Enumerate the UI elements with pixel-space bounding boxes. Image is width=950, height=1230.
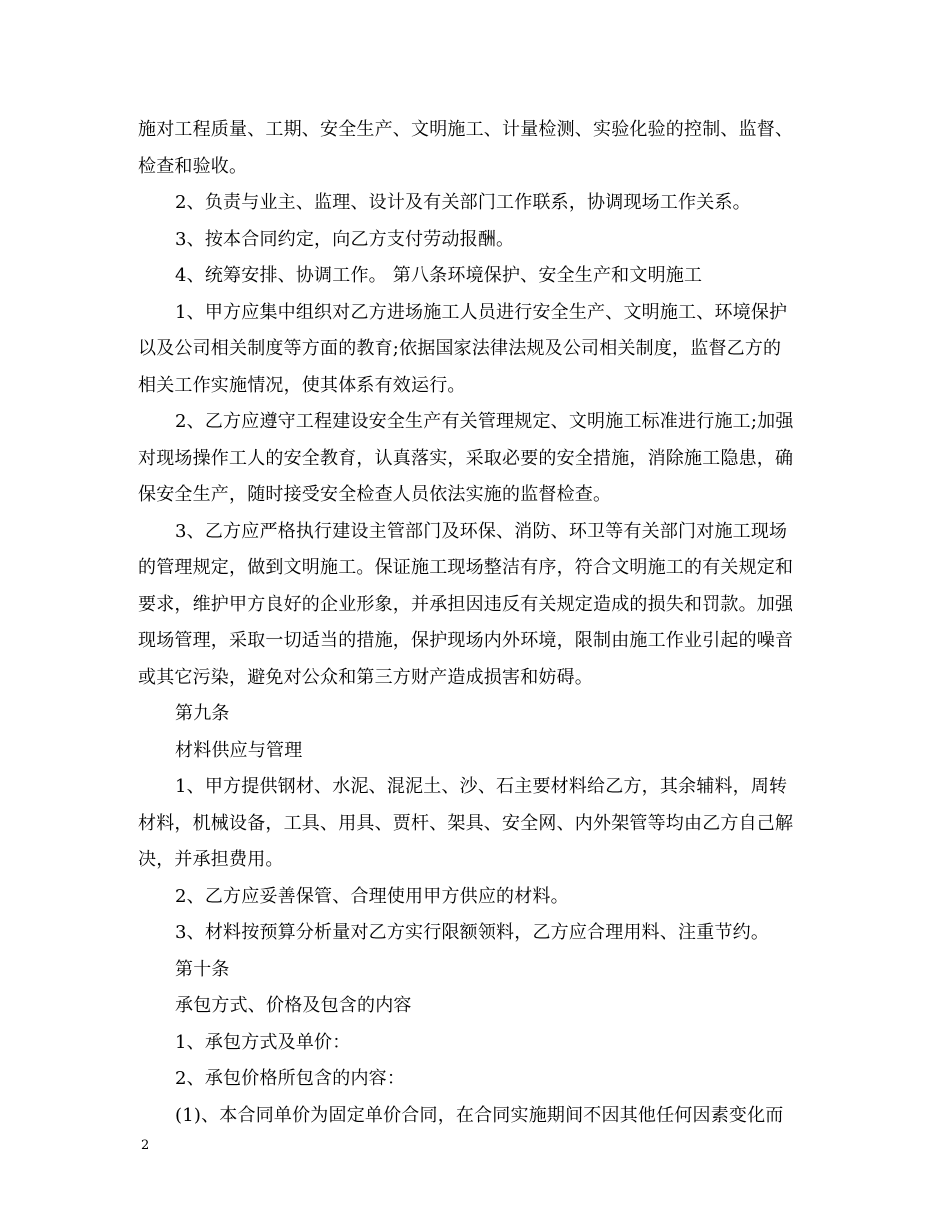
text-line: 或其它污染，避免对公众和第三方财产造成损害和妨碍。 — [138, 666, 593, 688]
section-title-10: 承包方式、价格及包含的内容 — [175, 995, 412, 1016]
section-heading-9: 第九条 — [175, 703, 230, 724]
text-line: 保安全生产，随时接受安全检查人员依法实施的监督检查。 — [138, 484, 612, 505]
text-line: 3、乙方应严格执行建设主管部门及环保、消防、环卫等有关部门对施工现场 — [175, 520, 788, 542]
text-line: 现场管理，采取一切适当的措施，保护现场内外环境，限制由施工作业引起的噪音 — [138, 630, 794, 651]
text-line: 1、甲方提供钢材、水泥、混泥土、沙、石主要材料给乙方，其余辅料，周转 — [175, 776, 788, 797]
text-line: 以及公司相关制度等方面的教育;依据国家法律法规及公司相关制度，监督乙方的 — [138, 338, 782, 359]
section-heading-8: 4、统筹安排、协调工作。 第八条环境保护、安全生产和文明施工 — [175, 265, 703, 286]
text-line: 检查和验收。 — [138, 155, 248, 177]
text-line: (1)、本合同单价为固定单价合同，在合同实施期间不因其他任何因素变化而 — [175, 1104, 784, 1126]
page-number: 2 — [141, 1138, 150, 1153]
text-line: 2、承包价格所包含的内容： — [175, 1068, 406, 1089]
text-line: 要求，维护甲方良好的企业形象，并承担因违反有关规定造成的损失和罚款。加强 — [138, 593, 794, 615]
text-line: 决，并承担费用。 — [138, 849, 284, 870]
text-line: 相关工作实施情况，使其体系有效运行。 — [138, 374, 466, 396]
text-line: 3、按本合同约定，向乙方支付劳动报酬。 — [175, 228, 515, 250]
text-line: 1、承包方式及单价： — [175, 1031, 351, 1053]
text-line: 3、材料按预算分析量对乙方实行限额领料，乙方应合理用料、注重节约。 — [175, 922, 770, 943]
text-line: 的管理规定，做到文明施工。保证施工现场整洁有序，符合文明施工的有关规定和 — [138, 557, 794, 578]
text-line: 2、乙方应妥善保管、合理使用甲方供应的材料。 — [175, 885, 569, 907]
document-body — [138, 112, 810, 1134]
text-line: 施对工程质量、工期、安全生产、文明施工、计量检测、实验化验的控制、监督、 — [138, 119, 794, 140]
section-title-9: 材料供应与管理 — [175, 739, 303, 761]
text-line: 对现场操作工人的安全教育，认真落实，采取必要的安全措施，消除施工隐患，确 — [138, 447, 794, 469]
section-heading-10: 第十条 — [175, 958, 230, 980]
text-line: 1、甲方应集中组织对乙方进场施工人员进行安全生产、文明施工、环境保护 — [175, 301, 788, 323]
text-line: 2、负责与业主、监理、设计及有关部门工作联系，协调现场工作关系。 — [175, 192, 751, 213]
text-line: 2、乙方应遵守工程建设安全生产有关管理规定、文明施工标准进行施工;加强 — [175, 411, 794, 432]
text-line: 材料，机械设备，工具、用具、贾杆、架具、安全网、内外架管等均由乙方自己解 — [138, 812, 794, 834]
